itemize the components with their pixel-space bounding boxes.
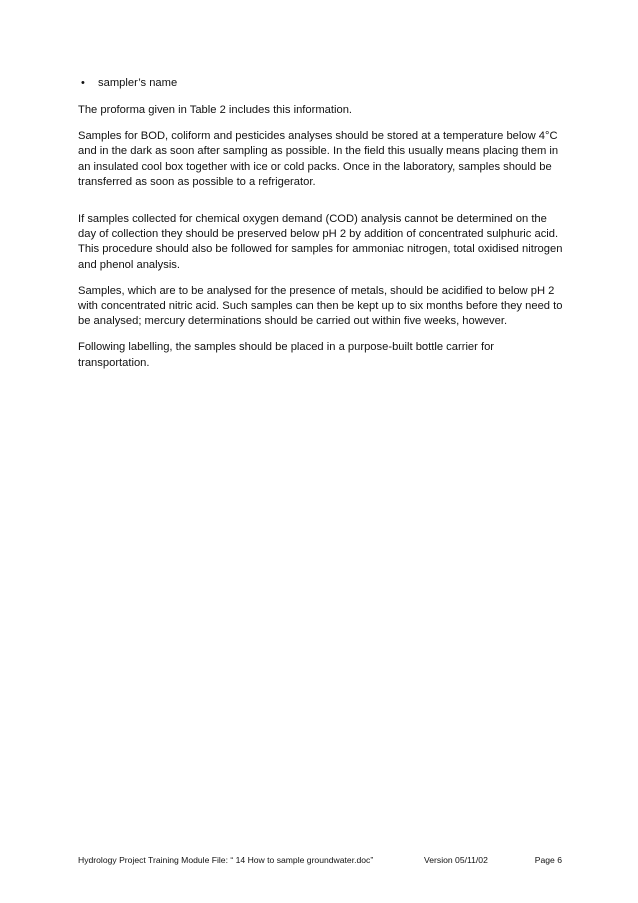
body-content xyxy=(78,76,568,382)
paragraph-proforma: The proforma given in Table 2 includes this information. xyxy=(78,104,353,116)
page-footer xyxy=(78,853,562,867)
paragraph-transport: Following labelling, the samples should be placed in a purpose-built bottle carrier for transportation. xyxy=(78,341,495,369)
paragraph-storage: Samples for BOD, coliform and pesticides analyses should be stored at a temperature below 4°C and in the dark as soon after sampling as possible. In the field this usually means placing them in an insulated cool box together with ice or cold packs. Once in the laboratory, samples should be transferred as soon as possible to a refrigerator. xyxy=(78,130,559,188)
paragraph-metals: Samples, which are to be analysed for the presence of metals, should be acidified to below pH 2 with concentrated nitric acid. Such samples can then be kept up to six months before they need to be analysed; mercury determinations should be carried out within five weeks, however. xyxy=(78,284,563,328)
footer-version: Version 05/11/02 xyxy=(424,855,488,865)
footer-file-info: Hydrology Project Training Module File: “ 14 How to sample groundwater.doc” xyxy=(78,855,374,865)
bullet-item xyxy=(78,76,568,92)
bullet-text: sampler’s name xyxy=(98,77,178,89)
paragraph-cod: If samples collected for chemical oxygen demand (COD) analysis cannot be determined on the day of collection they should be preserved below pH 2 by addition of concentrated sulphuric acid. This procedure should also be followed for samples for ammoniac nitrogen, total oxidised nitrogen and phenol analysis. xyxy=(78,213,563,271)
footer-page-number: Page 6 xyxy=(534,855,562,865)
bullet-marker: • xyxy=(81,77,85,89)
